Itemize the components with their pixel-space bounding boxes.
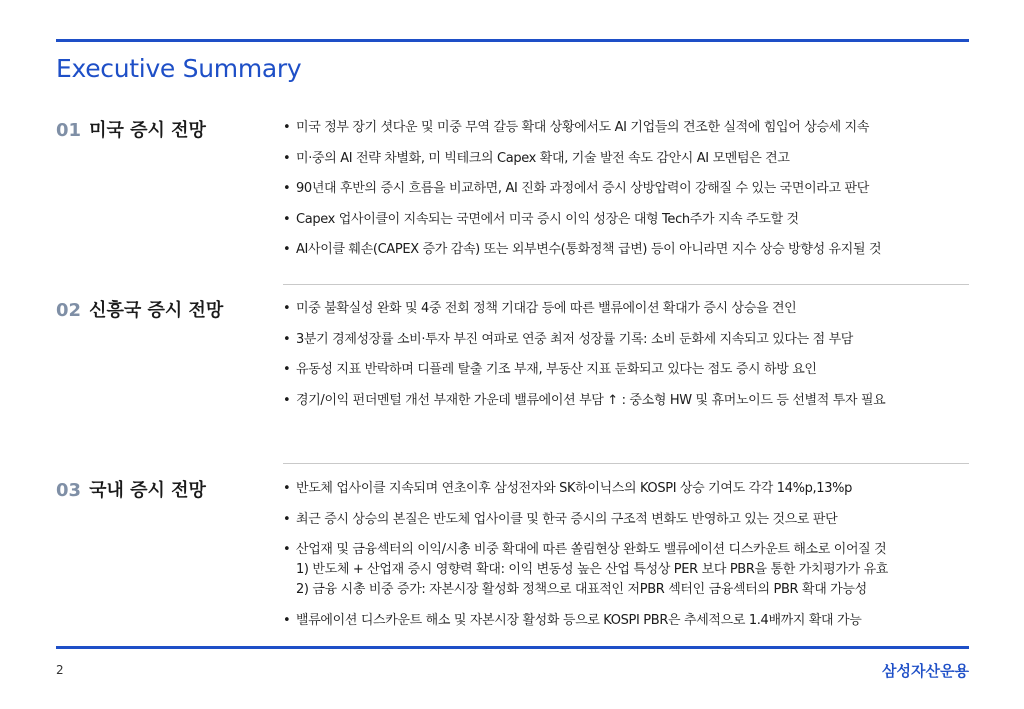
sub-item: 2) 금융 시총 비중 증가: 자본시장 활성화 정책으로 대표적인 저PBR 섹터인 금융섹터의 PBR 확대 가능성 bbox=[296, 582, 867, 597]
bullet-icon: • bbox=[283, 211, 291, 227]
bullet-list-korea bbox=[283, 479, 969, 641]
list-item: • 최근 증시 상승의 본질은 반도체 업사이클 및 한국 증시의 구조적 변화도 반영하고 있는 것으로 판단 bbox=[283, 510, 969, 530]
list-item: • Capex 업사이클이 지속되는 국면에서 미국 증시 이익 성장은 대형 Tech주가 지속 주도할 것 bbox=[283, 210, 969, 230]
section-title: 미국 증시 전망 bbox=[89, 120, 206, 141]
bullet-icon: • bbox=[283, 481, 291, 496]
section-title: 국내 증시 전망 bbox=[89, 480, 206, 501]
bullet-icon: • bbox=[283, 120, 291, 135]
bullet-icon: • bbox=[283, 542, 291, 557]
bottom-rule bbox=[56, 646, 969, 649]
list-item: • 미국 정부 장기 셧다운 및 미중 무역 갈등 확대 상황에서도 AI 기업들의 견조한 실적에 힘입어 상승세 지속 bbox=[283, 118, 969, 138]
top-rule bbox=[56, 39, 969, 42]
page-number: 2 bbox=[56, 663, 64, 677]
bullet-icon: • bbox=[283, 511, 291, 527]
list-item: • 반도체 업사이클 지속되며 연초이후 삼성전자와 SK하이닉스의 KOSPI 상승 기여도 각각 14%p,13%p bbox=[283, 479, 969, 499]
bullet-icon: • bbox=[283, 362, 291, 377]
section-divider bbox=[283, 463, 969, 464]
page-title: Executive Summary bbox=[56, 54, 302, 83]
section-number: 01 bbox=[56, 120, 82, 141]
bullet-icon: • bbox=[283, 612, 291, 628]
sub-item: 1) 반도체 + 산업재 증시 영향력 확대: 이익 변동성 높은 산업 특성상 PER 보다 PBR을 통한 가치평가가 유효 bbox=[296, 562, 888, 577]
bullet-icon: • bbox=[283, 181, 291, 196]
list-item: • 미중 불확실성 완화 및 4중 전회 정책 기대감 등에 따른 밸류에이션 확대가 증시 상승을 견인 bbox=[283, 299, 969, 319]
section-heading-emerging bbox=[56, 296, 223, 322]
list-item: • AI사이클 훼손(CAPEX 증가 감속) 또는 외부변수(통화정책 급변) 등이 아니라면 지수 상승 방향성 유지될 것 bbox=[283, 240, 969, 260]
bullet-list-us bbox=[283, 118, 969, 271]
list-item: • 3분기 경제성장률 소비·투자 부진 여파로 연중 최저 성장률 기록: 소비 둔화세 지속되고 있다는 점 부담 bbox=[283, 330, 969, 350]
section-heading-us bbox=[56, 116, 206, 142]
bullet-icon: • bbox=[283, 301, 291, 316]
bullet-icon: • bbox=[283, 331, 291, 347]
section-number: 02 bbox=[56, 300, 82, 321]
section-title: 신흥국 증시 전망 bbox=[89, 300, 224, 321]
list-item: • 유동성 지표 반락하며 디플레 탈출 기조 부재, 부동산 지표 둔화되고 있다는 점도 증시 하방 요인 bbox=[283, 360, 969, 380]
list-item: • 미·중의 AI 전략 차별화, 미 빅테크의 Capex 확대, 기술 발전 속도 감안시 AI 모멘텀은 견고 bbox=[283, 149, 969, 169]
section-heading-korea bbox=[56, 476, 206, 502]
list-item: • 경기/이익 펀더멘털 개선 부재한 가운데 밸류에이션 부담 ↑ : 중소형 HW 및 휴머노이드 등 선별적 투자 필요 bbox=[283, 391, 969, 411]
section-number: 03 bbox=[56, 480, 82, 501]
bullet-list-emerging bbox=[283, 299, 969, 421]
section-divider bbox=[283, 284, 969, 285]
brand-logo: 삼성자산운용 bbox=[882, 662, 969, 680]
bullet-icon: • bbox=[283, 150, 291, 166]
bullet-icon: • bbox=[283, 242, 291, 257]
list-item: • 밸류에이션 디스카운트 해소 및 자본시장 활성화 등으로 KOSPI PBR은 추세적으로 1.4배까지 확대 가능 bbox=[283, 611, 969, 631]
bullet-icon: • bbox=[283, 392, 291, 408]
list-item: • 90년대 후반의 증시 흐름을 비교하면, AI 진화 과정에서 증시 상방압력이 강해질 수 있는 국면이라고 판단 bbox=[283, 179, 969, 199]
list-item: • 산업재 및 금융섹터의 이익/시총 비중 확대에 따른 쏠림현상 완화도 밸류에이션 디스카운트 해소로 이어질 것 1) 반도체 + 산업재 증시 영향력 확대: 이익 변동성 높은 산업 특성상 PER 보다 PBR을 통한 가치평가가 유효 2) 금융 시총 비중 증가: 자본시장 활성화 정책으로 대표적인 저PBR 섹터인 금융섹터의 PBR 확대 가능성 bbox=[283, 540, 969, 600]
